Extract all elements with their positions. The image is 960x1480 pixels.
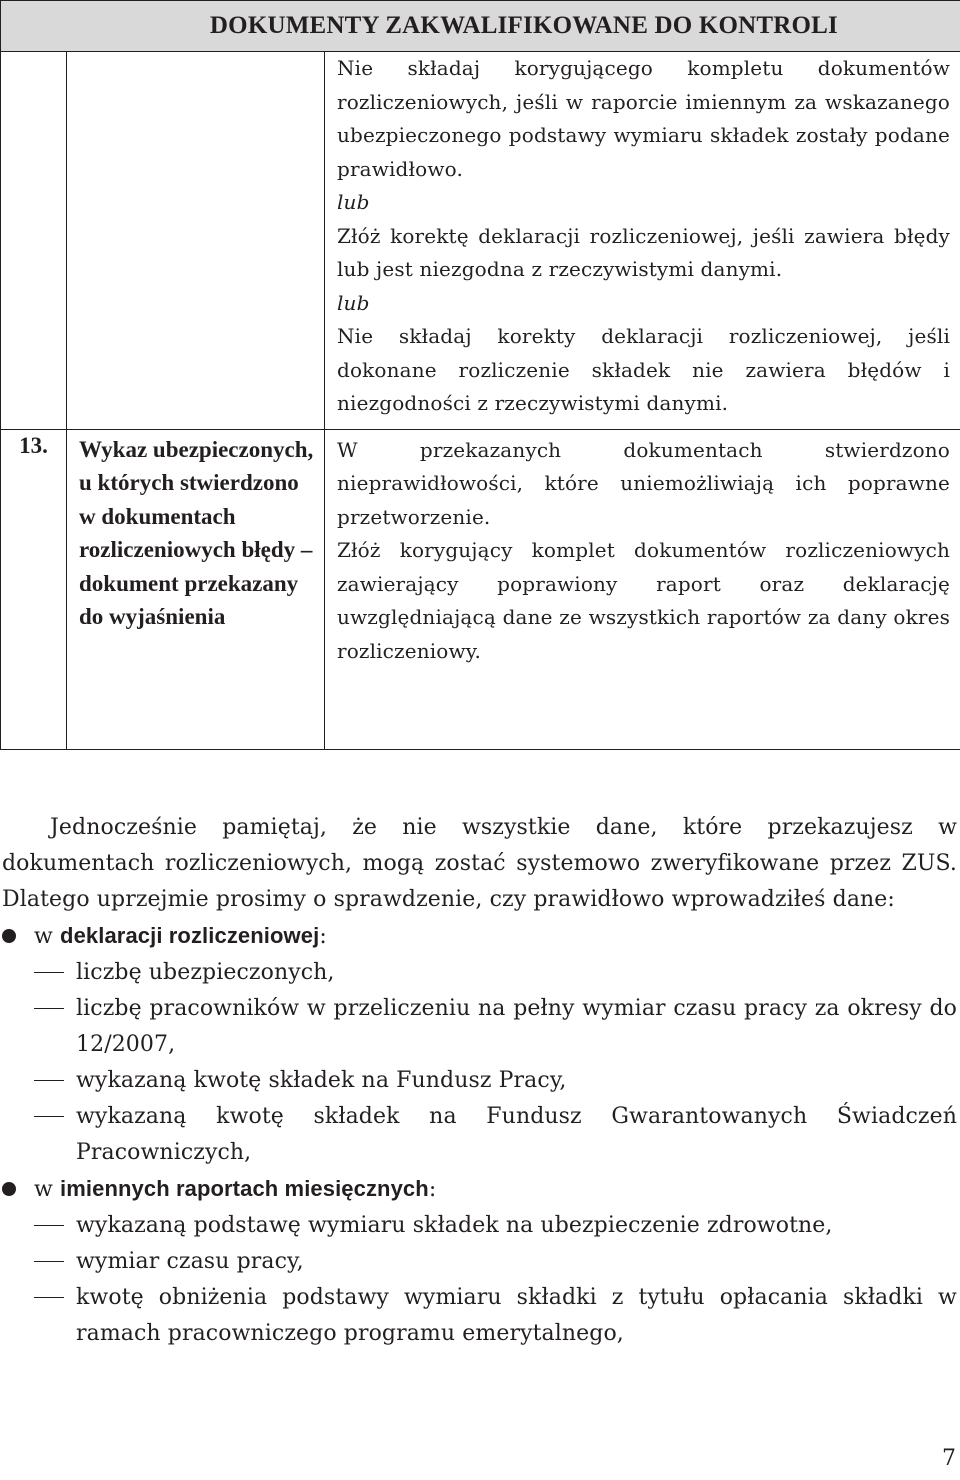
table-row [1, 52, 960, 430]
bullet-bold-label: deklaracji rozliczeniowej [60, 923, 320, 948]
bullet-prefix: w [34, 924, 61, 949]
row1-or-1: lub [337, 190, 370, 214]
row2-text-1: W przekazanych dokumentach stwierdzono nieprawidłowości, które uniemożliwiają ich poprawne przetworzenie. [337, 437, 950, 529]
bullet-reports [2, 1171, 957, 1208]
row2-title: Wykaz ubezpieczonych, u których stwierdzono w dokumentach rozliczeniowych błędy – dokument przekazany do wyjaśnienia [67, 429, 325, 749]
list-item [2, 1099, 957, 1171]
bullet-suffix: : [319, 924, 327, 949]
row2-description-cell [325, 429, 960, 749]
row1-or-2: lub [337, 290, 370, 315]
body-text [2, 810, 957, 1352]
list-item-text: liczbę ubezpieczonych, [76, 960, 335, 985]
list-item-text: wykazaną podstawę wymiaru składek na ubezpieczenie zdrowotne, [76, 1213, 833, 1238]
list-item-text: wykazaną kwotę składek na Fundusz Pracy, [76, 1068, 567, 1093]
row1-text-1: Nie składaj korygującego kompletu dokumentów rozliczeniowych, jeśli w raporcie imiennym za wskazanego ubezpieczonego podstawy wymiaru składek zostały podane prawidłowo. [337, 56, 950, 181]
dash-icon [34, 1297, 64, 1298]
bullet-bold-label: imiennych raportach miesięcznych [60, 1176, 429, 1201]
row1-title-cell [67, 52, 325, 430]
table-header: DOKUMENTY ZAKWALIFIKOWANE DO KONTROLI [1, 1, 960, 52]
dash-icon [34, 1116, 64, 1117]
list-item [2, 1063, 957, 1099]
dash-icon [34, 972, 64, 973]
bullet-suffix: : [428, 1177, 437, 1202]
dash-icon [34, 1261, 64, 1262]
bullet-dot-icon [2, 1182, 16, 1196]
page-number: 7 [942, 1446, 956, 1471]
list-item [2, 1244, 957, 1280]
bullet-prefix: w [34, 1177, 61, 1202]
list-item-text: liczbę pracowników w przeliczeniu na pełny wymiar czasu pracy za okresy do 12/2007, [76, 996, 957, 1057]
row2-number: 13. [1, 429, 67, 749]
list-item-text: wymiar czasu pracy, [76, 1249, 304, 1274]
list-item [2, 1280, 957, 1352]
row1-description-cell [325, 52, 960, 430]
intro-paragraph: Jednocześnie pamiętaj, że nie wszystkie dane, które przekazujesz w dokumentach rozliczeniowych, mogą zostać systemowo zweryfikowane przez ZUS. Dlatego uprzejmie prosimy o sprawdzenie, czy prawidłowo wprowadziłeś dane: [2, 815, 957, 912]
dash-icon [34, 1080, 64, 1081]
row1-text-3: Nie składaj korekty deklaracji rozliczeniowej, jeśli dokonane rozliczenie składek nie zawiera błędów i niezgodności z rzeczywistymi danymi. [337, 324, 950, 415]
list-item [2, 991, 957, 1063]
bullet-dot-icon [2, 929, 16, 943]
row1-text-2: Złóż korektę deklaracji rozliczeniowej, jeśli zawiera błędy lub jest niezgodna z rzeczywistymi danymi. [337, 223, 950, 281]
list-item [2, 955, 957, 991]
list-item-text: wykazaną kwotę składek na Fundusz Gwarantowanych Świadczeń Pracowniczych, [76, 1104, 957, 1165]
row1-number-cell [1, 52, 67, 430]
list-item [2, 1208, 957, 1244]
row2-text-2: Złóż korygujący komplet dokumentów rozliczeniowych zawierający poprawiony raport oraz deklarację uwzględniającą dane ze wszystkich raportów za dany okres rozliczeniowy. [337, 538, 950, 663]
bullet-declaration [2, 918, 957, 955]
table-row [1, 429, 960, 749]
dash-icon [34, 1225, 64, 1226]
dash-icon [34, 1008, 64, 1009]
list-item-text: kwotę obniżenia podstawy wymiaru składki z tytułu opłacania składki w ramach pracowniczego programu emerytalnego, [76, 1285, 957, 1346]
